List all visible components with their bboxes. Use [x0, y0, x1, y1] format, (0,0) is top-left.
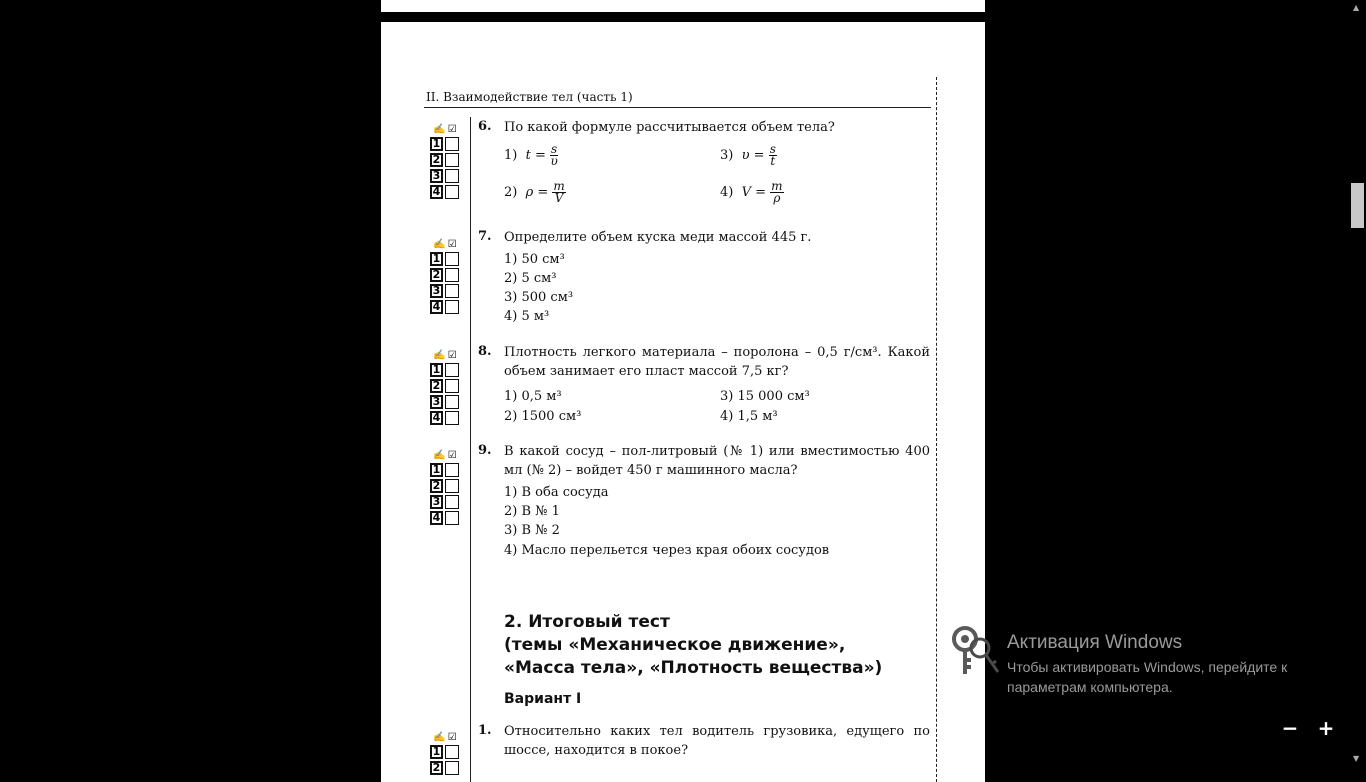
answer-checkbox[interactable]: [445, 268, 459, 282]
answer-checkbox[interactable]: [445, 463, 459, 477]
answer-number: 1: [430, 363, 443, 377]
question-number: 6.: [478, 119, 492, 134]
running-head: II. Взаимодействие тел (часть 1): [426, 90, 633, 104]
section-title: 2. Итоговый тест (темы «Механическое движение», «Масса тела», «Плотность вещества»): [504, 612, 883, 678]
document-page: [381, 22, 985, 782]
fraction: $\frac{m}{V}$: [553, 179, 565, 205]
answer-checkbox[interactable]: [445, 761, 459, 775]
answer-option: 3) 500 см³: [504, 290, 574, 305]
question-text: Определите объем куска меди массой 445 г.: [504, 230, 812, 245]
formula-option: 2) ρ = $\frac{m}{V}$: [504, 179, 565, 205]
answer-grid: [430, 123, 462, 201]
question-number: 9.: [478, 443, 492, 458]
answer-option: 3) В № 2: [504, 523, 560, 538]
zoom-in-button[interactable]: +: [1317, 716, 1335, 740]
answer-option: 2) В № 1: [504, 504, 560, 519]
question-number: 8.: [478, 344, 492, 359]
answer-option: 4) 1,5 м³: [720, 409, 778, 424]
mark-header: ✍☑: [433, 350, 459, 361]
answer-number: 3: [430, 169, 443, 183]
fraction: $\frac{m}{\rho}$: [771, 179, 783, 205]
answer-checkbox[interactable]: [445, 185, 459, 199]
answer-checkbox[interactable]: [445, 745, 459, 759]
answer-number: 4: [430, 511, 443, 525]
answer-checkbox[interactable]: [445, 137, 459, 151]
activation-subtitle: Чтобы активировать Windows, перейдите к параметрам компьютера.: [1007, 659, 1288, 695]
answer-number: 4: [430, 300, 443, 314]
question-number: 7.: [478, 229, 492, 244]
question-text: Плотность легкого материала – поролона – 0,5 г/см³. Какой объем занимает его пласт массой 7,5 кг?: [504, 345, 930, 379]
answer-grid: [430, 731, 462, 777]
cut-line: [936, 77, 937, 782]
answer-column-divider: [470, 117, 471, 782]
question-text: В какой сосуд – пол-литровый (№ 1) или вместимостью 400 мл (№ 2) – войдет 450 г машинного масла?: [504, 444, 930, 478]
answer-number: 3: [430, 284, 443, 298]
answer-option: 1) В оба сосуда: [504, 485, 609, 500]
answer-number: 1: [430, 252, 443, 266]
question-text: Относительно каких тел водитель грузовика, едущего по шоссе, находится в покое?: [504, 724, 930, 758]
answer-checkbox[interactable]: [445, 395, 459, 409]
answer-checkbox[interactable]: [445, 284, 459, 298]
answer-number: 1: [430, 463, 443, 477]
scroll-up-icon[interactable]: ▲: [1353, 3, 1360, 12]
answer-checkbox[interactable]: [445, 379, 459, 393]
answer-option: 2) 5 см³: [504, 271, 557, 286]
answer-number: 2: [430, 268, 443, 282]
answer-number: 2: [430, 379, 443, 393]
header-rule: [424, 107, 931, 108]
answer-checkbox[interactable]: [445, 511, 459, 525]
answer-checkbox[interactable]: [445, 300, 459, 314]
answer-number: 4: [430, 411, 443, 425]
answer-option: 4) Масло перельется через края обоих сосудов: [504, 543, 830, 558]
vertical-scrollbar[interactable]: [1348, 0, 1366, 768]
mark-header: ✍☑: [433, 124, 459, 135]
formula-option: 4) V = $\frac{m}{\rho}$: [720, 179, 783, 205]
answer-number: 2: [430, 153, 443, 167]
answer-number: 3: [430, 395, 443, 409]
answer-checkbox[interactable]: [445, 169, 459, 183]
variant-heading: Вариант I: [504, 691, 582, 707]
answer-option: 1) 50 см³: [504, 252, 565, 267]
answer-checkbox[interactable]: [445, 252, 459, 266]
key-icon: [950, 624, 1002, 678]
activation-title: Активация Windows: [1007, 632, 1183, 653]
answer-option: 2) 1500 см³: [504, 409, 582, 424]
question-text: По какой формуле рассчитывается объем тела?: [504, 120, 835, 135]
answer-checkbox[interactable]: [445, 495, 459, 509]
answer-number: 2: [430, 479, 443, 493]
answer-grid: [430, 238, 462, 316]
fraction: $\frac{s}{\upsilon}$: [550, 142, 558, 168]
mark-header: ✍☑: [433, 732, 459, 743]
answer-number: 3: [430, 495, 443, 509]
formula-option: 1) t = $\frac{s}{\upsilon}$: [504, 142, 558, 168]
answer-checkbox[interactable]: [445, 479, 459, 493]
question-number: 1.: [478, 723, 492, 738]
fraction: $\frac{s}{t}$: [769, 142, 776, 168]
answer-checkbox[interactable]: [445, 411, 459, 425]
mark-header: ✍☑: [433, 239, 459, 250]
answer-grid: [430, 349, 462, 427]
answer-grid: [430, 449, 462, 527]
answer-checkbox[interactable]: [445, 153, 459, 167]
answer-number: 1: [430, 137, 443, 151]
answer-number: 2: [430, 761, 443, 775]
answer-option: 3) 15 000 см³: [720, 389, 810, 404]
formula-option: 3) υ = $\frac{s}{t}$: [720, 142, 776, 168]
answer-option: 4) 5 м³: [504, 309, 550, 324]
zoom-out-button[interactable]: −: [1281, 716, 1299, 740]
answer-number: 1: [430, 745, 443, 759]
answer-option: 1) 0,5 м³: [504, 389, 562, 404]
answer-number: 4: [430, 185, 443, 199]
scrollbar-thumb[interactable]: [1351, 183, 1364, 228]
previous-page-bottom: [381, 0, 985, 12]
answer-checkbox[interactable]: [445, 363, 459, 377]
scroll-down-icon[interactable]: ▼: [1353, 754, 1360, 763]
mark-header: ✍☑: [433, 450, 459, 461]
